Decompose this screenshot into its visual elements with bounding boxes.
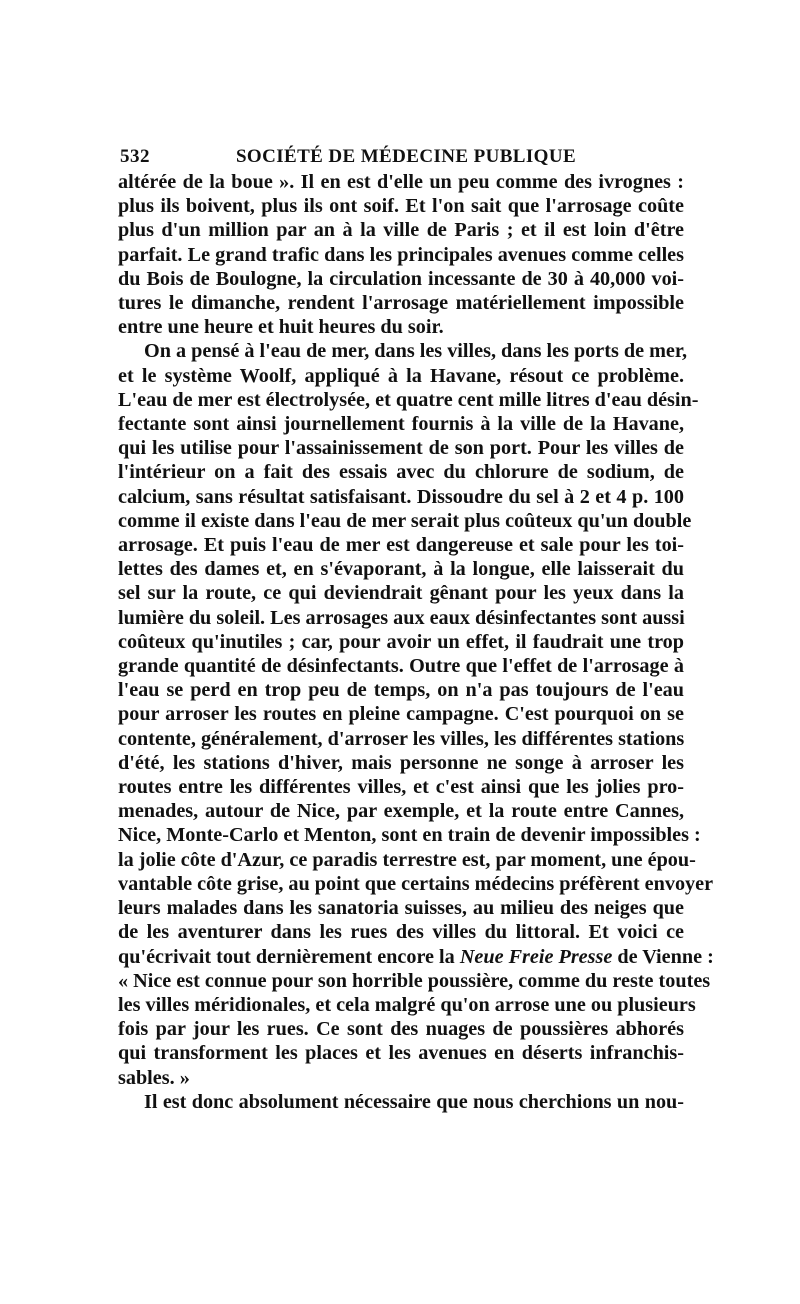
- text-line: du Bois de Boulogne, la circulation incessante de 30 à 40,000 voi-: [118, 267, 684, 290]
- text-line: calcium, sans résultat satisfaisant. Dissoudre du sel à 2 et 4 p. 100: [118, 485, 684, 508]
- text-line: d'été, les stations d'hiver, mais personne ne songe à arroser les: [118, 751, 684, 774]
- text-line: arrosage. Et puis l'eau de mer est dangereuse et sale pour les toi-: [118, 534, 684, 557]
- text-line: pour arroser les routes en pleine campagne. C'est pourquoi on se: [118, 703, 684, 726]
- text-line: Nice, Monte-Carlo et Menton, sont en train de devenir impossibles :: [118, 824, 701, 847]
- paragraph-1: [118, 170, 684, 339]
- text-line: comme il existe dans l'eau de mer serait plus coûteux qu'un double: [118, 509, 692, 532]
- text-line: parfait. Le grand trafic dans les principales avenues comme celles: [118, 243, 684, 266]
- book-page: [118, 140, 714, 1114]
- text-line: sel sur la route, ce qui deviendrait gênant pour les yeux dans la: [118, 582, 684, 605]
- text-fragment: qu'écrivait tout dernièrement encore la: [118, 945, 460, 968]
- paragraph-2: [118, 339, 714, 1089]
- text-line: tures le dimanche, rendent l'arrosage matériellement impossible: [118, 292, 684, 315]
- text-line: lettes des dames et, en s'évaporant, à la longue, elle laisserait du: [118, 558, 684, 581]
- text-line: la jolie côte d'Azur, ce paradis terrestre est, par moment, une épou-: [118, 848, 696, 871]
- quote-line: qui transforment les places et les avenues en déserts infranchis-: [118, 1042, 684, 1065]
- text-line: contente, généralement, d'arroser les villes, les différentes stations: [118, 727, 685, 750]
- text-line: vantable côte grise, au point que certains médecins préfèrent envoyer: [118, 872, 714, 895]
- page-header: [118, 140, 684, 170]
- text-line: de les aventurer dans les rues des villes du littoral. Et voici ce: [118, 921, 684, 944]
- text-line: entre une heure et huit heures du soir.: [118, 316, 444, 339]
- paragraph-3: [118, 1090, 684, 1114]
- text-line: altérée de la boue ». Il en est d'elle un peu comme des ivrognes :: [118, 171, 684, 193]
- text-line-with-italic: [118, 945, 714, 969]
- quote-line: « Nice est connue pour son horrible poussière, comme du reste toutes: [118, 969, 711, 992]
- text-line: qui les utilise pour l'assainissement de son port. Pour les villes de: [118, 437, 684, 460]
- quote-line: fois par jour les rues. Ce sont des nuages de poussières abhorés: [118, 1018, 684, 1041]
- text-line: plus d'un million par an à la ville de Paris ; et il est loin d'être: [118, 219, 684, 242]
- text-line: On a pensé à l'eau de mer, dans les villes, dans les ports de mer,: [144, 340, 688, 363]
- text-line: et le système Woolf, appliqué à la Havane, résout ce problème.: [118, 364, 684, 387]
- quote-line: les villes méridionales, et cela malgré qu'on arrose une ou plusieurs: [118, 993, 696, 1016]
- text-line: grande quantité de désinfectants. Outre que l'effet de l'arrosage à: [118, 655, 684, 678]
- text-line: routes entre les différentes villes, et c'est ainsi que les jolies pro-: [118, 776, 684, 799]
- body-text: [118, 170, 714, 1114]
- page-number: 532: [120, 146, 150, 167]
- running-title: SOCIÉTÉ DE MÉDECINE PUBLIQUE: [235, 146, 577, 167]
- text-line: coûteux qu'inutiles ; car, pour avoir un effet, il faudrait une trop: [118, 630, 684, 653]
- text-line: leurs malades dans les sanatoria suisses, au milieu des neiges que: [118, 897, 684, 920]
- text-line: plus ils boivent, plus ils ont soif. Et l'on sait que l'arrosage coûte: [118, 195, 684, 218]
- text-line: fectante sont ainsi journellement fournis à la ville de la Havane,: [118, 413, 684, 436]
- text-line: Il est donc absolument nécessaire que nous cherchions un nou-: [144, 1090, 684, 1113]
- text-fragment: de Vienne :: [612, 945, 714, 968]
- text-line: menades, autour de Nice, par exemple, et la route entre Cannes,: [118, 800, 684, 823]
- quote-line: sables. »: [118, 1066, 190, 1089]
- newspaper-title: Neue Freie Presse: [459, 945, 613, 968]
- text-line: L'eau de mer est électrolysée, et quatre cent mille litres d'eau désin-: [118, 388, 699, 411]
- text-line: l'intérieur on a fait des essais avec du chlorure de sodium, de: [118, 461, 684, 484]
- text-line: lumière du soleil. Les arrosages aux eaux désinfectantes sont aussi: [118, 606, 685, 629]
- text-line: l'eau se perd en trop peu de temps, on n'a pas toujours de l'eau: [118, 679, 684, 702]
